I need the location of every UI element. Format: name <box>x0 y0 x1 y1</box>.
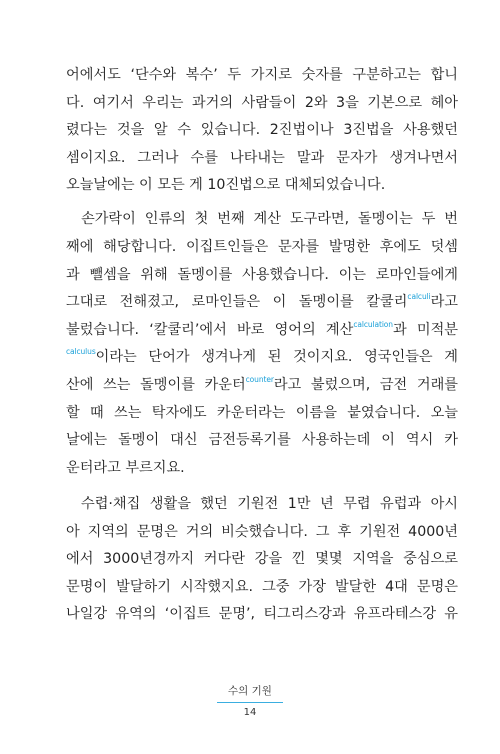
paragraph <box>66 491 458 629</box>
text-segment: 어에서도 ‘단수와 복수’ 두 가지로 숫자를 구분하고는 합니 <box>66 67 458 83</box>
text-segment: 나일강 유역의 ‘이집트 문명’, 티그리스강과 유프라테스강 유 <box>66 606 458 623</box>
text-segment: 할 때 쓰는 탁자에도 카운터라는 이름을 붙였습니다. 오늘 <box>66 404 458 421</box>
text-segment: 째에 해당합니다. 이집트인들은 문자를 발명한 후에도 덧셈 <box>66 239 458 256</box>
text-segment: 운터라고 부르지요. <box>66 459 185 476</box>
page-number: 14 <box>243 707 257 718</box>
text-segment: 과 뺄셈을 위해 돌멩이를 사용했습니다. 이는 로마인들에게 <box>66 266 458 283</box>
text-segment: 다. 여기서 우리는 과거의 사람들이 2와 3을 기본으로 헤아 <box>66 94 458 111</box>
text-line <box>66 262 458 290</box>
text-line <box>66 62 458 90</box>
text-line <box>66 546 458 574</box>
text-line <box>66 427 458 455</box>
text-segment: 산에 쓰는 돌멩이를 카운터 <box>66 377 246 394</box>
gloss-superscript: calculation <box>353 319 393 329</box>
body-text <box>66 62 458 637</box>
text-line <box>66 400 458 428</box>
text-segment: 손가락이 인류의 첫 번째 계산 도구라면, 돌멩이는 두 번 <box>81 211 458 228</box>
text-line <box>66 317 458 345</box>
text-line <box>66 289 458 317</box>
text-line <box>66 117 458 145</box>
gloss-superscript: calculus <box>66 347 96 357</box>
text-segment: 수렵·채집 생활을 했던 기원전 1만 년 무렵 유럽과 아시 <box>81 495 458 512</box>
text-line <box>66 90 458 118</box>
text-line <box>66 372 458 400</box>
text-segment: 오늘날에는 이 모든 게 10진법으로 대체되었습니다. <box>66 177 386 194</box>
running-title: 수의 기원 <box>228 685 272 697</box>
text-segment: 과 미적분 <box>392 321 458 338</box>
text-segment: 렸다는 것을 알 수 있습니다. 2진법이나 3진법을 사용했던 <box>66 122 458 139</box>
text-segment: 날에는 돌멩이 대신 금전등록기를 사용하는데 이 역시 카 <box>66 432 458 449</box>
text-segment: 그대로 전해졌고, 로마인들은 이 돌멩이를 칼쿨리 <box>66 294 408 311</box>
text-line <box>66 601 458 629</box>
text-line <box>66 519 458 547</box>
gloss-superscript: calculi <box>407 292 431 302</box>
text-line <box>66 344 458 372</box>
text-segment: 라고 <box>430 294 458 311</box>
text-line <box>66 574 458 602</box>
text-segment: 문명이 발달하기 시작했지요. 그중 가장 발달한 4대 문명은 <box>66 578 458 595</box>
paragraph <box>66 62 458 200</box>
text-line <box>66 172 458 200</box>
paragraph <box>66 206 458 482</box>
text-line <box>66 206 458 234</box>
text-segment: 아 지역의 문명은 거의 비슷했습니다. 그 후 기원전 4000년 <box>66 523 458 540</box>
text-line <box>66 145 458 173</box>
footer-divider <box>217 702 283 703</box>
text-segment: 에서 3000년경까지 커다란 강을 낀 몇몇 지역을 중심으로 <box>66 551 458 568</box>
gloss-superscript: counter <box>245 375 274 385</box>
text-segment: 라고 불렀으며, 금전 거래를 <box>273 377 458 394</box>
text-segment: 불렀습니다. ‘칼쿨리’에서 바로 영어의 계산 <box>66 321 354 338</box>
text-line <box>66 455 458 483</box>
page-footer <box>0 683 500 718</box>
text-segment: 이라는 단어가 생겨나게 된 것이지요. 영국인들은 계 <box>95 349 458 366</box>
text-line <box>66 234 458 262</box>
text-line <box>66 491 458 519</box>
text-segment: 셈이지요. 그러나 수를 나타내는 말과 문자가 생겨나면서 <box>66 149 458 166</box>
